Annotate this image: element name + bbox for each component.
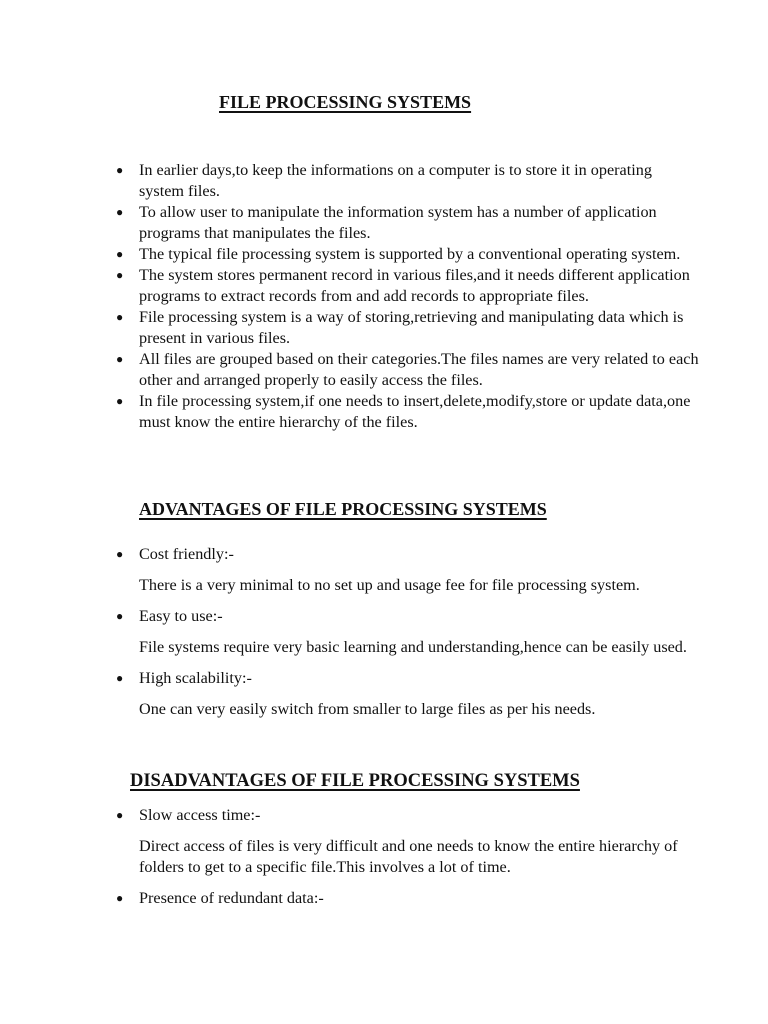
list-item	[0, 805, 699, 878]
list-item-text: In earlier days,to keep the informations on a computer is to store it in operating system files.	[139, 161, 652, 200]
list-item	[0, 307, 699, 349]
bullet-icon: ●	[116, 268, 124, 282]
list-item	[0, 244, 699, 265]
item-heading: Cost friendly:-	[139, 545, 234, 563]
bullet-icon: ●	[116, 205, 124, 219]
list-item	[0, 544, 699, 596]
intro-bullet-list	[0, 160, 699, 433]
list-item	[0, 391, 699, 433]
list-item-text: In file processing system,if one needs to insert,delete,modify,store or update data,one must know the entire hierarchy of the files.	[139, 392, 691, 431]
bullet-icon: ●	[116, 609, 124, 623]
item-description: One can very easily switch from smaller to large files as per his needs.	[139, 700, 596, 718]
list-item	[0, 349, 699, 391]
bullet-icon: ●	[116, 310, 124, 324]
advantages-heading: ADVANTAGES OF FILE PROCESSING SYSTEMS	[139, 499, 547, 519]
list-item-text: The typical file processing system is supported by a conventional operating system.	[139, 245, 681, 263]
list-item	[0, 160, 699, 202]
list-item-text: To allow user to manipulate the information system has a number of application programs that manipulates the files.	[139, 203, 657, 242]
bullet-icon: ●	[116, 163, 124, 177]
bullet-icon: ●	[116, 394, 124, 408]
page-title: FILE PROCESSING SYSTEMS	[219, 92, 472, 112]
item-heading: Presence of redundant data:-	[139, 889, 324, 907]
bullet-icon: ●	[116, 808, 124, 822]
list-item-text: File processing system is a way of storing,retrieving and manipulating data which is present in various files.	[139, 308, 684, 347]
disadvantages-heading: DISADVANTAGES OF FILE PROCESSING SYSTEMS	[130, 771, 580, 791]
item-heading: Slow access time:-	[139, 806, 261, 824]
item-description: File systems require very basic learning and understanding,hence can be easily used.	[139, 638, 687, 656]
item-description: Direct access of files is very difficult and one needs to know the entire hierarchy of folders to get to a specific file.This involves a lot of time.	[139, 837, 678, 876]
list-item-text: The system stores permanent record in various files,and it needs different application programs to extract records from and add records to appropriate files.	[139, 266, 690, 305]
bullet-icon: ●	[116, 891, 124, 905]
list-item	[0, 668, 699, 720]
advantages-list	[0, 544, 699, 730]
list-item	[0, 202, 699, 244]
item-heading: Easy to use:-	[139, 607, 223, 625]
bullet-icon: ●	[116, 352, 124, 366]
item-heading: High scalability:-	[139, 669, 252, 687]
bullet-icon: ●	[116, 547, 124, 561]
list-item-text: All files are grouped based on their categories.The files names are very related to each other and arranged properly to easily access the files.	[139, 350, 699, 389]
list-item	[0, 265, 699, 307]
list-item	[0, 888, 699, 909]
bullet-icon: ●	[116, 671, 124, 685]
disadvantages-list	[0, 805, 699, 909]
item-description: There is a very minimal to no set up and usage fee for file processing system.	[139, 576, 640, 594]
list-item	[0, 606, 699, 658]
bullet-icon: ●	[116, 247, 124, 261]
